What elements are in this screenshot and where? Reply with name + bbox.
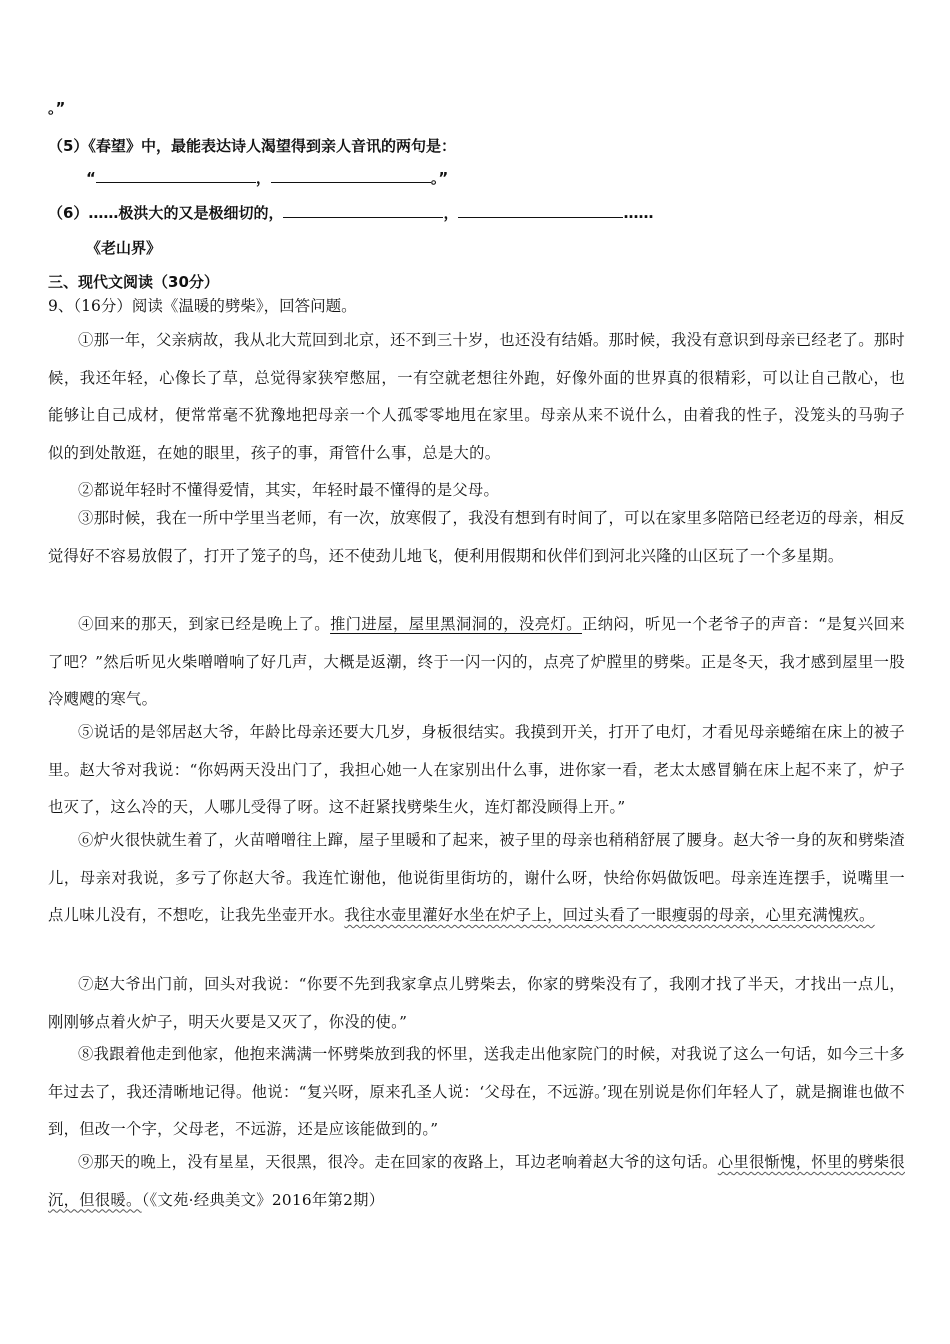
section-3-title: 三、现代文阅读（30分）	[48, 273, 219, 291]
passage-paragraph-2: ②都说年轻时不懂得爱情，其实，年轻时最不懂得的是父母。	[78, 481, 500, 499]
passage-source: （《文苑·经典美文》2016年第2期）	[141, 1190, 385, 1209]
comma: ，	[443, 204, 459, 222]
question-9-prompt: 9、（16分）阅读《温暖的劈柴》，回答问题。	[48, 297, 357, 315]
question-6-label: （6）……极洪大的又是极细切的，	[48, 204, 284, 222]
passage-paragraph-1: ①那一年，父亲病故，我从北大荒回到北京，还不到三十岁，也还没有结婚。那时候，我没有意识到母亲已经老了。那时候，我还年轻，心像长了草，总觉得家狭窄憋屈，一有空就老想往外跑，好像外面的世界真的很精彩，可以让自己散心，也能够让自己成材，便常常毫不犹豫地把母亲一个人孤零零地甩在家里。母亲从来不说什么，由着我的性子，没笼头的马驹子似的到处散逛，在她的眼里，孩子的事，甭管什么事，总是大的。	[48, 331, 905, 462]
question-6-source: 《老山界》	[86, 239, 162, 257]
answer-blank-4[interactable]	[458, 203, 623, 218]
answer-blank-3[interactable]	[283, 203, 443, 218]
wavy-underlined-sentence: 我往水壶里灌好水坐在炉子上，回过头看了一眼瘦弱的母亲，心里充满愧疚。	[344, 906, 875, 924]
passage-paragraph-9: ⑨那天的晚上，没有星星，天很黑，很冷。走在回家的夜路上，耳边老响着赵大爷的这句话。心里很惭愧，怀里的劈柴很沉，但很暖。（《文苑·经典美文》2016年第2期）	[48, 1153, 905, 1209]
question-6-line	[48, 203, 653, 223]
passage-paragraph-8: ⑧我跟着他走到他家，他抱来满满一怀劈柴放到我的怀里，送我走出他家院门的时候，对我说了这么一句话，如今三十多年过去了，我还清晰地记得。他说：“复兴呀，原来孔圣人说：‘父母在，不远游。’现在别说是你们年轻人了，就是搁谁也做不到，但改一个字，父母老，不远游，还是应该能做到的。”	[48, 1045, 905, 1138]
ellipsis: ……	[623, 204, 654, 222]
passage-paragraph-7: ⑦赵大爷出门前，回头对我说：“你要不先到我家拿点儿劈柴去，你家的劈柴没有了，我刚才找了半天，才找出一点儿，刚刚够点着火炉子，明天火要是又灭了，你没的使。”	[48, 975, 905, 1031]
open-quote: “	[86, 169, 96, 187]
underlined-sentence: 推门进屋，屋里黑洞洞的，没亮灯。	[330, 615, 582, 633]
answer-blank-2[interactable]	[271, 168, 431, 183]
answer-blank-1[interactable]	[96, 168, 256, 183]
top-fragment: 。”	[48, 99, 66, 117]
wavy-underlined-sentence-2: 心里很惭愧，怀里的劈柴很沉，但很暖。	[48, 1153, 905, 1209]
close-quote: 。”	[430, 169, 449, 187]
passage-paragraph-5: ⑤说话的是邻居赵大爷，年龄比母亲还要大几岁，身板很结实。我摸到开关，打开了电灯，才看见母亲蜷缩在床上的被子里。赵大爷对我说：“你妈两天没出门了，我担心她一人在家别出什么事，进你家一看，老太太感冒躺在床上起不来了，炉子也灭了，这么冷的天，人哪儿受得了呀。这不赶紧找劈柴生火，连灯都没顾得上开。”	[48, 723, 905, 816]
question-5-answer-line	[86, 168, 448, 188]
comma: ，	[255, 169, 271, 187]
passage-paragraph-4: ④回来的那天，到家已经是晚上了。推门进屋，屋里黑洞洞的，没亮灯。正纳闷，听见一个老爷子的声音：“是复兴回来了吧？”然后听见火柴噌噌响了好几声，大概是返潮，终于一闪一闪的，点亮了炉膛里的劈柴。正是冬天，我才感到屋里一股冷飕飕的寒气。	[48, 615, 905, 708]
passage-paragraph-3: ③那时候，我在一所中学里当老师，有一次，放寒假了，我没有想到有时间了，可以在家里多陪陪已经老迈的母亲，相反觉得好不容易放假了，打开了笼子的鸟，还不使劲儿地飞，便利用假期和伙伴们到河北兴隆的山区玩了一个多星期。	[48, 509, 905, 565]
passage-paragraph-6: ⑥炉火很快就生着了，火苗噌噌往上蹿，屋子里暖和了起来，被子里的母亲也稍稍舒展了腰身。赵大爷一身的灰和劈柴渣儿，母亲对我说，多亏了你赵大爷。我连忙谢他，他说街里街坊的，谢什么呀，快给你妈做饭吧。母亲连连摆手，说嘴里一点儿味儿没有，不想吃，让我先坐壶开水。我往水壶里灌好水坐在炉子上，回过头看了一眼瘦弱的母亲，心里充满愧疚。	[48, 831, 905, 924]
question-5-label: （5）《春望》中，最能表达诗人渴望得到亲人音讯的两句是：	[48, 137, 456, 155]
